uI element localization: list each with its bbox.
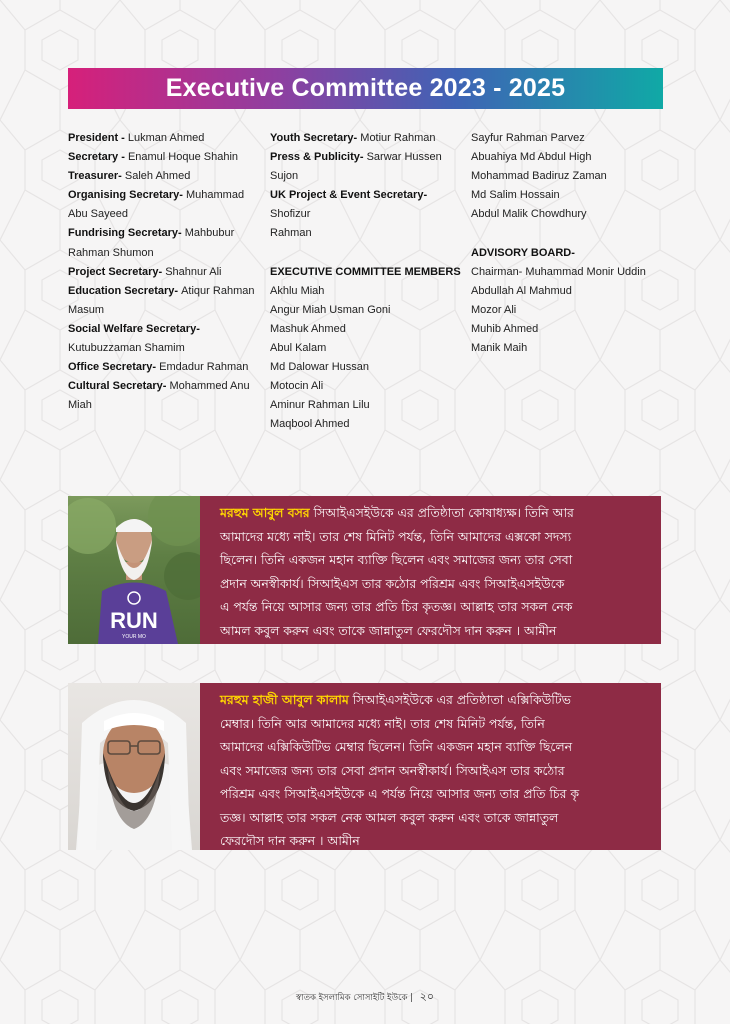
page-title: Executive Committee 2023 - 2025: [165, 74, 566, 102]
publication-name: স্বাতক ইসলামিক সোসাইটি ইউকে: [295, 993, 408, 1003]
footer-separator: |: [410, 993, 414, 1003]
officer-row: Miah: [68, 399, 92, 412]
memorial-name: মরহুম হাজী আবুল কালাম: [220, 692, 349, 707]
memorial-card: [68, 683, 661, 850]
officer-row: Rahman: [270, 227, 312, 240]
officer-row: Cultural Secretary- Mohammed Anu: [68, 380, 250, 393]
officers-column-1: [68, 129, 258, 415]
members-heading: EXECUTIVE COMMITTEE MEMBERS: [270, 265, 461, 278]
officer-row: Education Secretary- Atiqur Rahman: [68, 284, 255, 297]
advisory-name: Chairman- Muhammad Monir Uddin: [471, 265, 646, 278]
member-name: Abuahiya Md Abdul High: [471, 151, 592, 164]
memorial-photo: [68, 496, 200, 644]
officer-row: Organising Secretary- Muhammad: [68, 189, 245, 202]
member-name: Md Salim Hossain: [471, 189, 560, 202]
officer-row: Secretary - Enamul Hoque Shahin: [68, 151, 239, 164]
officer-row: Project Secretary- Shahnur Ali: [68, 265, 222, 278]
advisory-heading: ADVISORY BOARD-: [471, 246, 575, 259]
advisory-name: Muhib Ahmed: [471, 322, 539, 335]
officer-row: Abu Sayeed: [68, 208, 128, 221]
memorial-photo: [68, 683, 200, 850]
officer-row: Treasurer- Saleh Ahmed: [68, 170, 191, 183]
member-name: Mashuk Ahmed: [270, 322, 346, 335]
advisory-name: Mozor Ali: [471, 303, 517, 316]
title-banner: [68, 68, 663, 109]
member-name: Sayfur Rahman Parvez: [471, 132, 585, 144]
officers-column-3: [471, 129, 671, 358]
officer-row: Office Secretary- Emdadur Rahman: [68, 361, 249, 374]
officer-row: Fundrising Secretary- Mahbubur: [68, 227, 235, 240]
officer-row: UK Project & Event Secretary- Shofizur: [270, 189, 428, 221]
officer-row: Youth Secretary- Motiur Rahman: [270, 132, 436, 144]
member-name: Mohammad Badiruz Zaman: [471, 170, 607, 183]
memorial-text: মরহুম হাজী আবুল কালাম সিআইএসইউকে এর প্রতিষ্ঠাতা এক্সিকিউটিভ মেম্বার। তিনি আর আমাদের মধ্যে নাই। তার শেষ মিনিট পর্যন্ত, তিনি আমাদের এক্সিকিউটিভ মেম্বার ছিলেন। তিনি একজন মহান ব্যাক্তি ছিলেন এবং সমাজের জন্য তার সেবা প্রদান অনস্বীকার্য। সিআইএস তার কঠোর পরিশ্রম এবং সিআইএসইউকে এ পর্যন্ত নিয়ে আসার জন্য তার প্রতি চির কৃ তজ্ঞ। আল্লাহ তার সকল নেক আমল কবুল করুন এবং তাকে জান্নাতুল ফেরদৌস দান করুন । আমীন: [220, 692, 579, 848]
advisory-name: Abdullah Al Mahmud: [471, 284, 572, 297]
member-name: Aminur Rahman Lilu: [270, 399, 370, 412]
advisory-name: Manik Maih: [471, 342, 528, 355]
shirt-subtext: YOUR MO: [122, 634, 146, 640]
member-name: Md Dalowar Hussan: [270, 361, 370, 374]
page-number: ২০: [419, 990, 435, 1003]
member-name: Abul Kalam: [270, 342, 327, 355]
memorial-card: [68, 496, 661, 644]
officer-row: Social Welfare Secretary-: [68, 322, 200, 335]
member-name: Maqbool Ahmed: [270, 418, 350, 431]
member-name: Akhlu Miah: [270, 284, 325, 297]
member-name: Angur Miah Usman Goni: [270, 303, 391, 316]
member-name: Motocin Ali: [270, 380, 324, 393]
officer-row: Kutubuzzaman Shamim: [68, 342, 185, 355]
officer-row: Masum: [68, 303, 105, 316]
officer-row: President - Lukman Ahmed: [68, 132, 205, 144]
member-name: Abdul Malik Chowdhury: [471, 208, 587, 221]
page-footer: [0, 988, 730, 1007]
shirt-text: RUN: [110, 608, 158, 633]
memorial-name: মরহুম আবুল বসর: [220, 505, 310, 520]
officer-row: Press & Publicity- Sarwar Hussen: [270, 151, 442, 164]
officer-row: Sujon: [270, 170, 299, 183]
officer-row: Rahman Shumon: [68, 246, 154, 259]
memorial-text: মরহুম আবুল বসর সিআইএসইউকে এর প্রতিষ্ঠাতা কোষাধ্যক্ষ। তিনি আর আমাদের মধ্যে নাই। তার শেষ মিনিট পর্যন্ত, তিনি আমাদের এক্সকো সদস্য ছিলেন। তিনি একজন মহান ব্যাক্তি ছিলেন এবং সমাজের জন্য তার সেবা প্রদান অনস্বীকার্য। সিআইএস তার কঠোর পরিশ্রম এবং সিআইএসইউকে এ পর্যন্ত নিয়ে আসার জন্য তার প্রতি চির কৃতজ্ঞ। আল্লাহ তার সকল নেক আমল কবুল করুন এবং তাকে জান্নাতুল ফেরদৌস দান করুন । আমীন: [220, 505, 574, 638]
officers-column-2: [270, 129, 465, 435]
